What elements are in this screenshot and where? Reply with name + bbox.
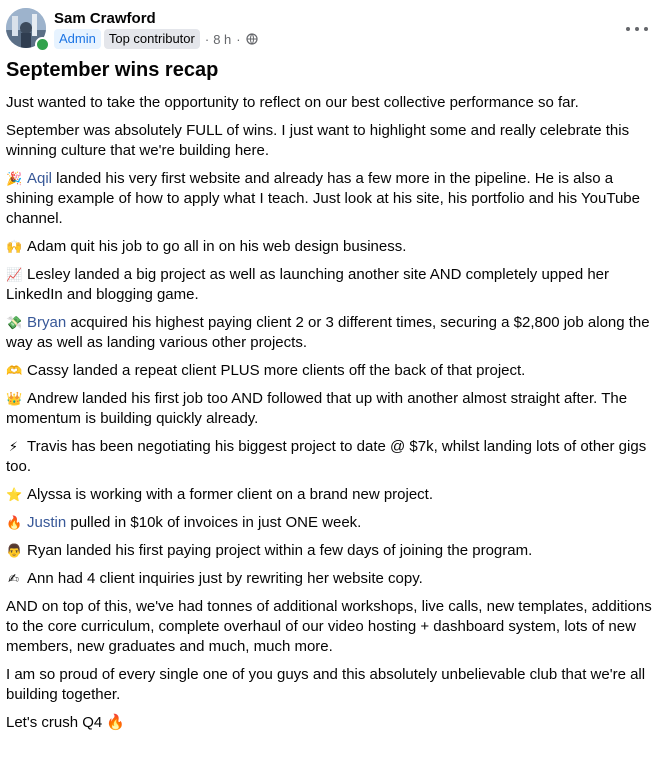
- online-status-indicator: [35, 37, 50, 52]
- party-popper-icon: 🎉: [6, 171, 23, 186]
- win-text: Ann had 4 client inquiries just by rewriting her website copy.: [27, 570, 423, 587]
- globe-icon: [246, 33, 258, 45]
- author-name[interactable]: Sam Crawford: [54, 10, 156, 27]
- win-text: Cassy landed a repeat client PLUS more clients off the back of that project.: [27, 362, 526, 379]
- win-text: acquired his highest paying client 2 or 3 different times, securing a $2,800 job along the way as well as landing various other projects.: [6, 314, 650, 351]
- win-item: [6, 361, 654, 381]
- more-options-icon[interactable]: [626, 22, 648, 36]
- post-body: [6, 93, 654, 741]
- win-item: [6, 513, 654, 533]
- win-text: landed his very first website and already has a few more in the pipeline. He is also a shining example of how to apply what I teach. Just look at his site, his portfolio and his YouTube channel.: [6, 170, 640, 227]
- post-time[interactable]: 8 h: [213, 31, 232, 47]
- raising-hands-icon: 🙌: [6, 239, 23, 254]
- mention-link[interactable]: Justin: [27, 514, 67, 531]
- win-text: Travis has been negotiating his biggest project to date @ $7k, whilst landing lots of other gigs too.: [6, 438, 647, 475]
- win-item: [6, 389, 654, 429]
- fire-icon: 🔥: [106, 714, 126, 731]
- crown-icon: 👑: [6, 391, 23, 406]
- win-item: [6, 237, 654, 257]
- win-item: [6, 569, 654, 589]
- meta-separator: ·: [236, 31, 241, 47]
- mention-link[interactable]: Bryan: [27, 314, 67, 331]
- person-icon: 👨: [6, 543, 23, 558]
- money-wings-icon: 💸: [6, 315, 23, 330]
- top-contributor-badge: Top contributor: [104, 29, 200, 49]
- intro-paragraph: Just wanted to take the opportunity to reflect on our best collective performance so far.: [6, 94, 579, 111]
- win-item: [6, 265, 654, 305]
- win-item: [6, 313, 654, 353]
- chart-increasing-icon: 📈: [6, 267, 23, 282]
- win-text: Adam quit his job to go all in on his web design business.: [27, 238, 407, 255]
- closing-line: [6, 713, 654, 733]
- star-icon: ⭐: [6, 487, 23, 502]
- lightning-icon: ⚡: [8, 439, 19, 454]
- outro-paragraph: AND on top of this, we've had tonnes of additional workshops, live calls, new templates, additions to the core curriculum, complete overhaul of our video hosting + dashboard system, lots of new members, new graduates and much, much more.: [6, 598, 652, 655]
- admin-badge: Admin: [54, 29, 101, 49]
- writing-hand-icon: ✍: [8, 571, 19, 586]
- fire-icon: 🔥: [6, 515, 23, 530]
- intro-paragraph: September was absolutely FULL of wins. I just want to highlight some and really celebrate this winning culture that we're building here.: [6, 122, 630, 159]
- win-item: [6, 541, 654, 561]
- win-text: Alyssa is working with a former client on a brand new project.: [27, 486, 434, 503]
- win-text: Andrew landed his first job too AND followed that up with another almost straight after. The momentum is building quickly already.: [6, 390, 628, 427]
- post-header: [6, 8, 662, 50]
- win-item: [6, 169, 654, 229]
- mention-link[interactable]: Aqil: [27, 170, 53, 187]
- win-text: Lesley landed a big project as well as launching another site AND completely upped her LinkedIn and blogging game.: [6, 266, 610, 303]
- closing-text: Let's crush Q4: [6, 714, 103, 731]
- win-item: [6, 437, 654, 477]
- win-text: Ryan landed his first paying project within a few days of joining the program.: [27, 542, 533, 559]
- post-title: September wins recap: [6, 59, 219, 81]
- handshake-icon: 🫶: [6, 363, 23, 378]
- post-meta: [54, 29, 258, 49]
- outro-paragraph: I am so proud of every single one of you guys and this absolutely unbelievable club that we're all building together.: [6, 666, 646, 703]
- win-text: pulled in $10k of invoices in just ONE week.: [66, 514, 362, 531]
- win-item: [6, 485, 654, 505]
- meta-separator: ·: [204, 31, 210, 47]
